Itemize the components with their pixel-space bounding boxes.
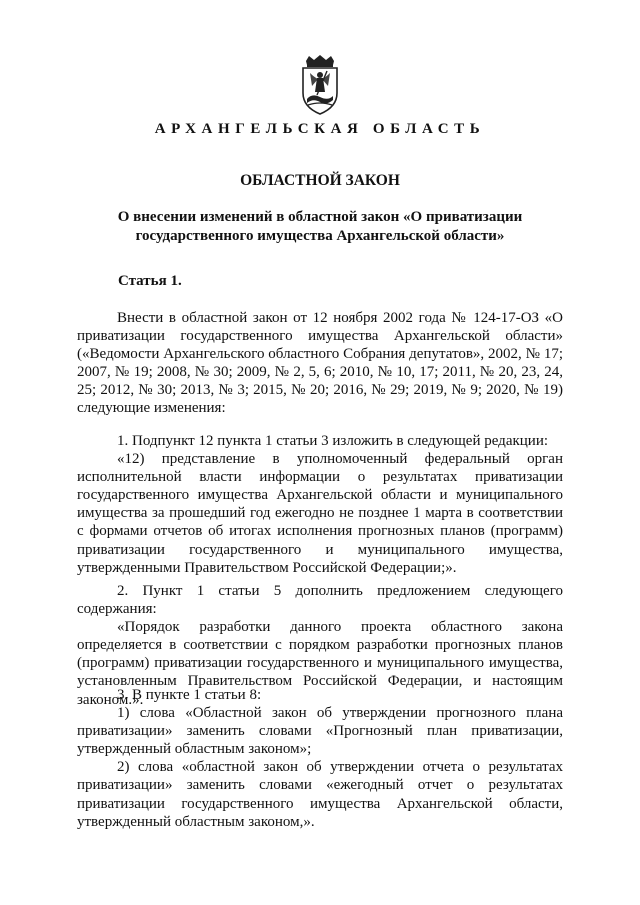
article-intro-block bbox=[77, 309, 563, 418]
law-type-heading: ОБЛАСТНОЙ ЗАКОН bbox=[240, 172, 400, 189]
item-3-subitem-1: 1) слова «Областной закон об утверждении прогнозного плана приватизации» заменить словами «Прогнозный план приватизации, утвержденный областным законом»; bbox=[77, 705, 563, 758]
law-title-line-1: О внесении изменений в областной закон «О приватизации bbox=[117, 209, 523, 225]
item-1-text-paragraph: «12) представление в уполномоченный федеральный орган исполнительной власти информации о результатах приватизации государственного имущества Архангельской области и муниципального имущества за прошедший год ежегодно не позднее 1 марта в соответствии с формами отчетов об итогах исполнения прогнозных планов (программ) приватизации государственного и муниципального имущества, утвержденными Правительством Российской Федерации;». bbox=[77, 451, 563, 576]
law-title-line-2: государственного имущества Архангельской области» bbox=[135, 228, 505, 244]
item-2-text-paragraph: «Порядок разработки данного проекта областного закона определяется в соответствии с порядком разработки прогнозных планов (программ) приватизации государственного и муниципального имущества, установленным Правительством Российской Федерации, и настоящим законом.». bbox=[77, 619, 563, 708]
item-3-block bbox=[77, 686, 563, 831]
item-2-paragraph: 2. Пункт 1 статьи 5 дополнить предложением следующего содержания: bbox=[77, 583, 563, 618]
item-1-paragraph: 1. Подпункт 12 пункта 1 статьи 3 изложить в следующей редакции: bbox=[117, 433, 549, 449]
arkhangelsk-coat-of-arms-icon bbox=[298, 55, 342, 115]
region-name: АРХАНГЕЛЬСКАЯ ОБЛАСТЬ bbox=[154, 121, 486, 137]
article-intro-paragraph: Внести в областной закон от 12 ноября 2002 года № 124-17-ОЗ «О приватизации государственного имущества Архангельской области» («Ведомости Архангельского областного Собрания депутатов», 2002, № 17; 2007, № 19; 2008, № 30; 2009, № 2, 5, 6; 2010, № 10, 17; 2011, № 20, 23, 24, 25; 2012, № 30; 2013, № 3; 2015, № 20; 2016, № 29; 2019, № 9; 2020, № 19) следующие изменения: bbox=[77, 310, 563, 417]
item-1-block bbox=[77, 432, 563, 577]
item-3-paragraph: 3. В пункте 1 статьи 8: bbox=[117, 687, 262, 703]
item-3-subitem-2: 2) слова «областной закон об утверждении отчета о результатах приватизации» заменить словами «ежегодный отчет о результатах приватизации государственного имущества Архангельской области, утвержденный областным законом,». bbox=[77, 759, 563, 830]
law-title bbox=[100, 208, 540, 246]
article-heading: Статья 1. bbox=[118, 273, 182, 289]
